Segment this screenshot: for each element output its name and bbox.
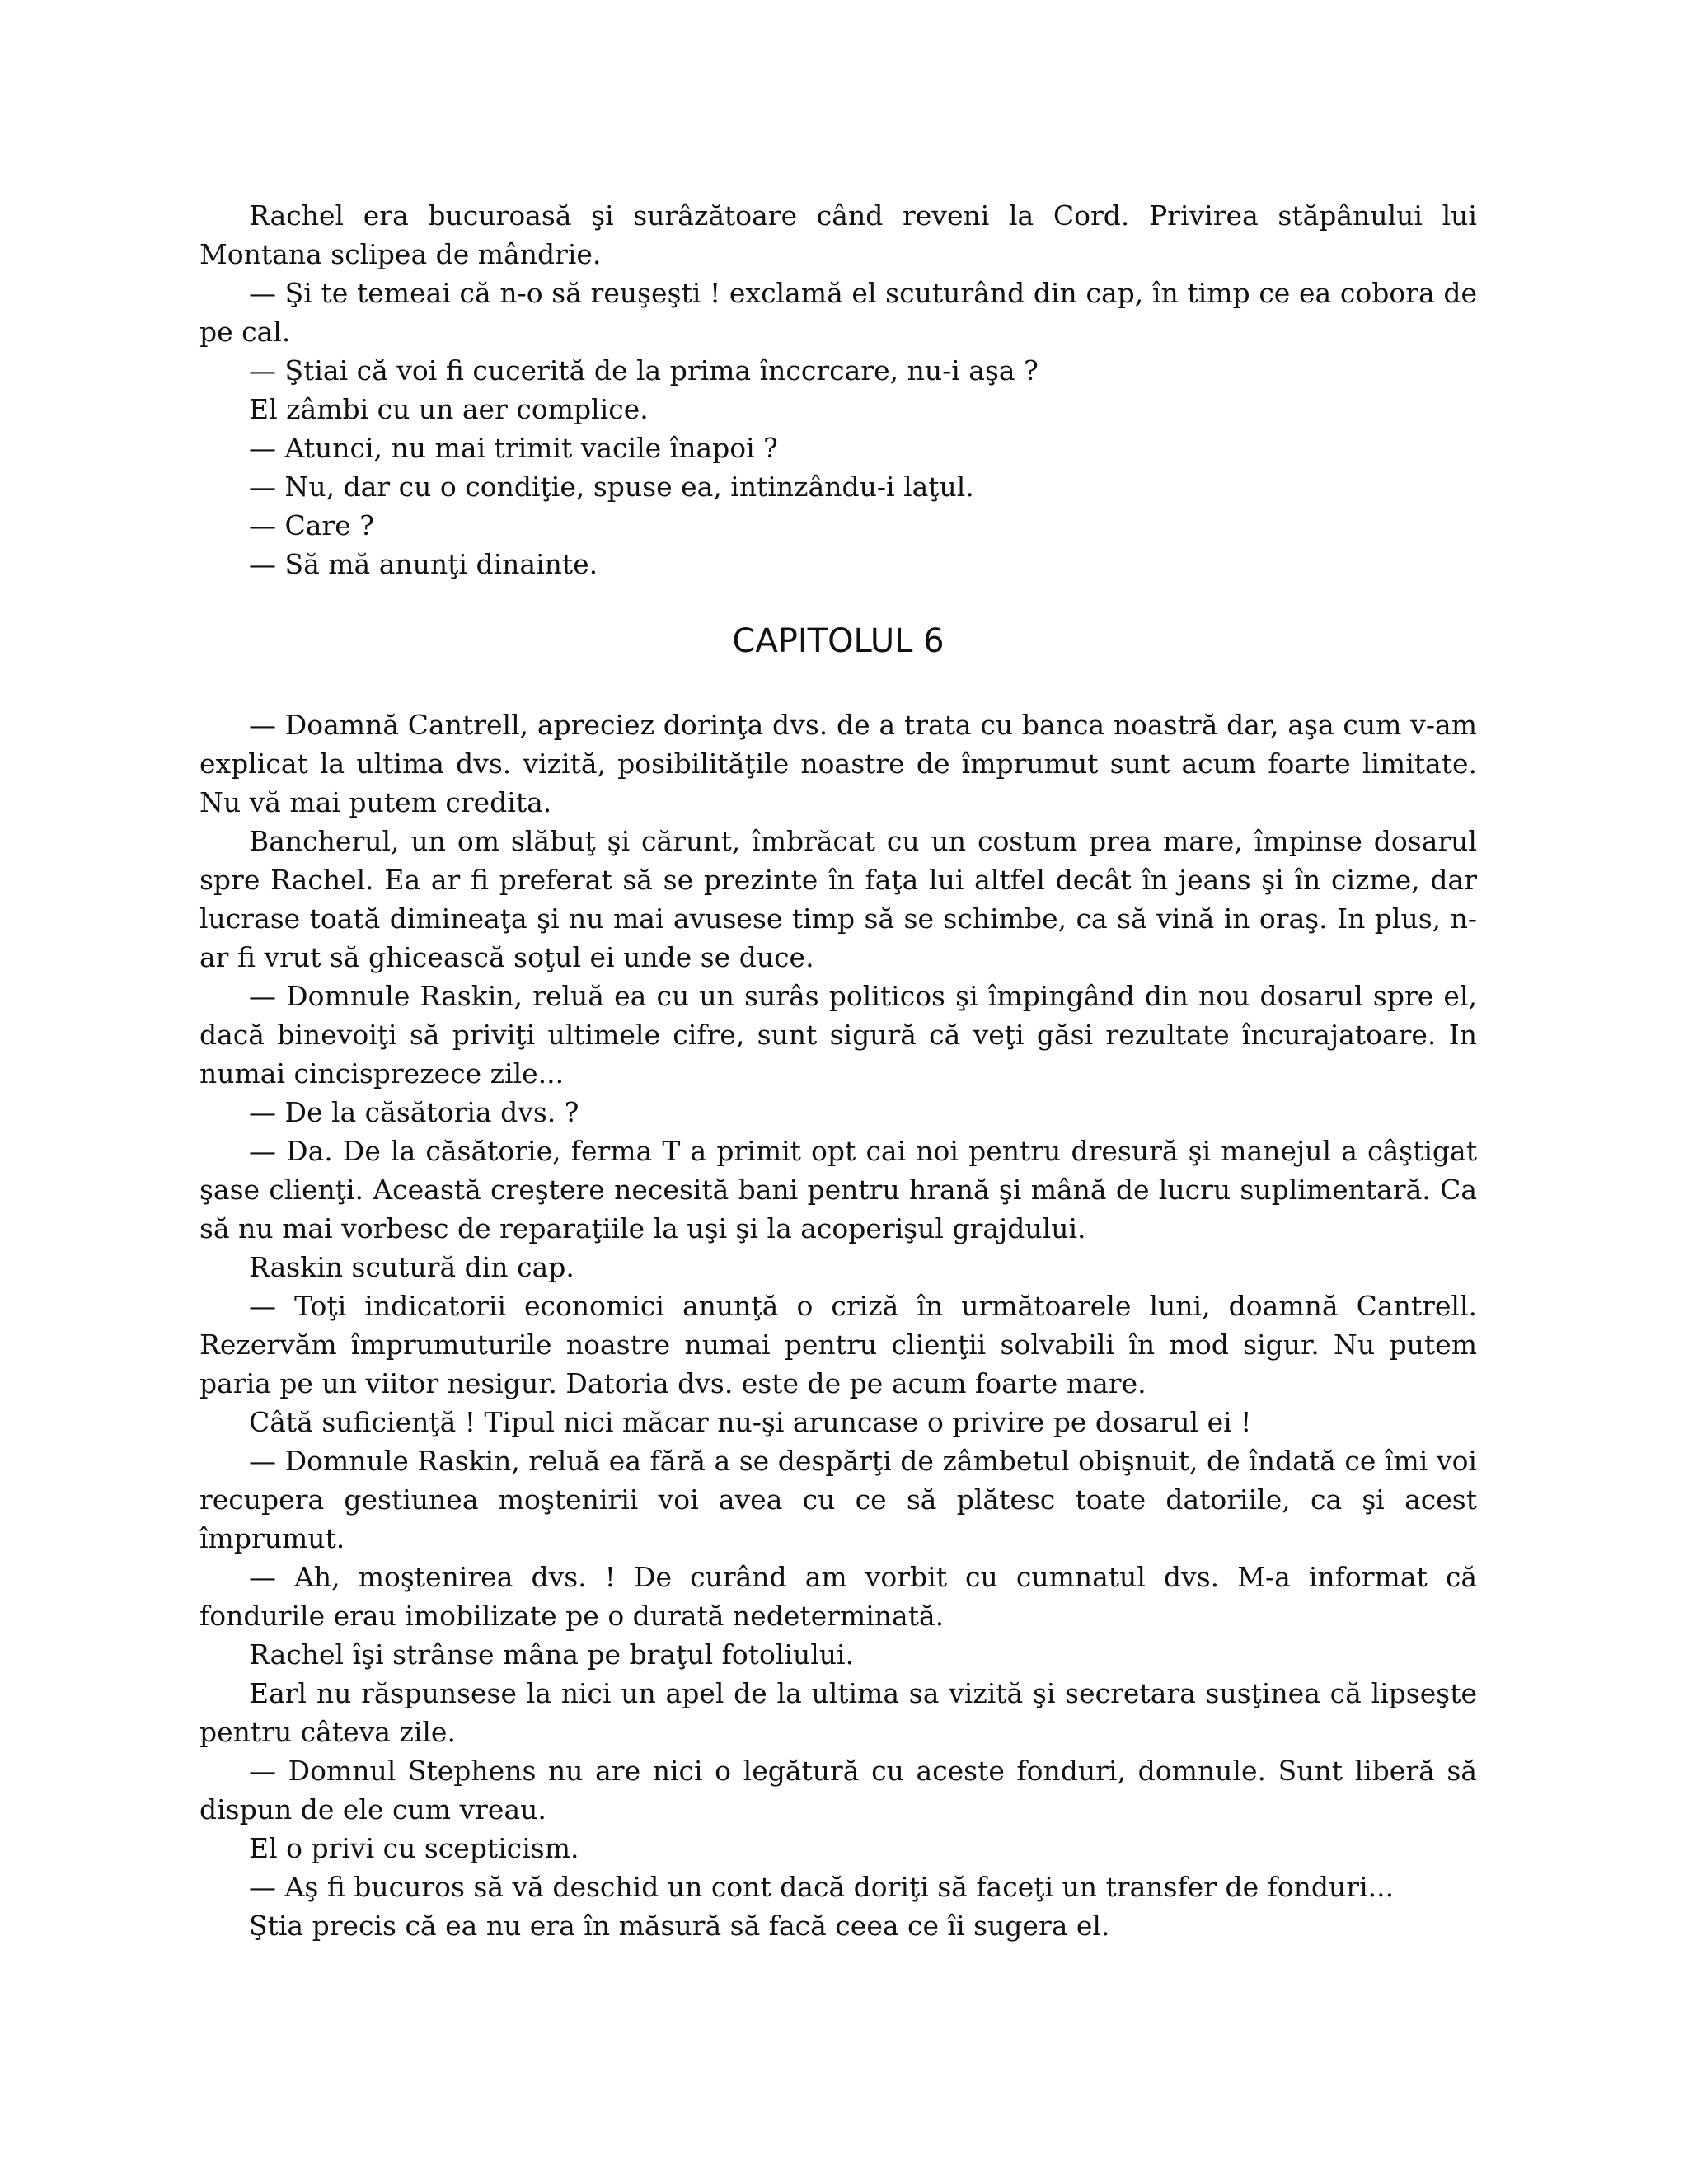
paragraph: El o privi cu scepticism. [249,1832,579,1864]
paragraph: Ştia precis că ea nu era în măsură să facă ceea ce îi sugera el. [249,1910,1110,1942]
chapter-title: CAPITOLUL 6 [732,622,945,660]
paragraph: — Domnule Raskin, reluă ea cu un surâs politicos şi împingând din nou dosarul spre el, dacă binevoiţi să priviţi ultimele cifre, sunt sigură că veţi găsi rezultate încurajatoare. In numai cincisprezece zile... [199,980,1477,1090]
paragraph: — Nu, dar cu o condiţie, spuse ea, intinzându-i laţul. [249,471,974,503]
paragraph: Earl nu răspunsese la nici un apel de la ultima sa vizită şi secretara susţinea că lipseşte pentru câteva zile. [199,1677,1477,1748]
paragraph: — Domnul Stephens nu are nici o legătură cu aceste fonduri, domnule. Sunt liberă să dispun de ele cum vreau. [199,1755,1477,1825]
paragraph: — Toţi indicatorii economici anunţă o criză în următoarele luni, doamnă Cantrell. Rezervăm împrumuturile noastre numai pentru clienţii solvabili în mod sigur. Nu putem paria pe un viitor nesigur. Datoria dvs. este de pe acum foarte mare. [199,1290,1477,1399]
paragraph: — Doamnă Cantrell, apreciez dorinţa dvs. de a trata cu banca noastră dar, aşa cum v-am explicat la ultima dvs. vizită, posibilităţile noastre de împrumut sunt acum foarte limitate. Nu vă mai putem credita. [199,709,1477,818]
paragraph: — Aş fi bucuros să vă deschid un cont dacă doriţi să faceţi un transfer de fonduri... [249,1871,1395,1903]
paragraph: — Ah, moştenirea dvs. ! De curând am vorbit cu cumnatul dvs. M-a informat că fondurile erau imobilizate pe o durată nedeterminată. [199,1561,1477,1632]
paragraph: — Atunci, nu mai trimit vacile înapoi ? [249,432,778,464]
paragraph: — Şi te temeai că n-o să reuşeşti ! exclamă el scuturând din cap, în timp ce ea cobora de pe cal. [199,277,1477,348]
paragraph: — Să mă anunţi dinainte. [249,548,598,580]
paragraph: Rachel era bucuroasă şi surâzătoare când reveni la Cord. Privirea stăpânului lui Montana sclipea de mândrie. [199,199,1477,270]
document-page [199,196,1477,1945]
paragraph: Rachel îşi strânse mâna pe braţul fotoliului. [249,1638,855,1671]
paragraph: — De la căsătoria dvs. ? [249,1096,579,1128]
section-before [199,196,1477,583]
paragraph: — Domnule Raskin, reluă ea fără a se despărţi de zâmbetul obişnuit, de îndată ce îmi voi recupera gestiunea moştenirii voi avea cu ce să plătesc toate datoriile, ca şi acest împrumut. [199,1445,1477,1554]
paragraph: Bancherul, un om slăbuţ şi cărunt, îmbrăcat cu un costum prea mare, împinse dosarul spre Rachel. Ea ar fi preferat să se prezinte în faţa lui altfel decât în jeans şi în cizme, dar lucrase toată dimineaţa şi nu mai avusese timp să se schimbe, ca să vină in oraş. In plus, n-ar fi vrut să ghicească soţul ei unde se duce. [199,825,1477,973]
paragraph: Câtă suficienţă ! Tipul nici măcar nu-şi aruncase o privire pe dosarul ei ! [249,1406,1252,1438]
paragraph: — Da. De la căsătorie, ferma T a primit opt cai noi pentru dresură şi manejul a câştigat şase clienţi. Această creştere necesită bani pentru hrană şi mână de lucru suplimentară. Ca să nu mai vorbesc de reparaţiile la uşi şi la acoperişul grajdului. [199,1135,1477,1244]
section-after [199,705,1477,1945]
paragraph: El zâmbi cu un aer complice. [249,393,649,425]
paragraph: — Ştiai că voi fi cucerită de la prima înccrcare, nu-i aşa ? [249,354,1039,387]
paragraph: Raskin scutură din cap. [249,1251,574,1283]
paragraph: — Care ? [249,509,374,541]
